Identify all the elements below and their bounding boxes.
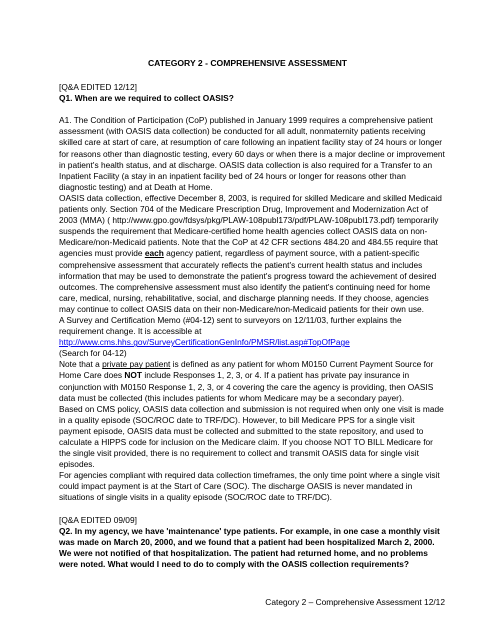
oasis-effective-rest: agency patient, regardless of payment source, with a patient-specific comprehensive assessment that accurately reflects the patient's current health status and includes information that may be used to demonstrate the patient's progress toward the achievement of desired outcomes. The comprehensive assessment must also identify the patient's continuing need for home care, medical, nursing, rehabilitative, social, and discharge planning needs. If they choose, agencies may continue to collect OASIS data on their non-Medicare/non-Medicaid patients for their own use. xyxy=(59,248,437,314)
compliance-paragraph: For agencies compliant with required data collection timeframes, the only time point where a single visit could impact payment is at the Start of Care (SOC). The discharge OASIS is never mandated in situations of single visits in a quality episode (SOC/ROC date to TRF/DC). xyxy=(59,470,440,503)
a1-paragraph: A1. The Condition of Participation (CoP) published in January 1999 requires a comprehensive patient assessment (with OASIS data collection) be conducted for all adult, nonmaternity patients receiving skilled care at start of care, at resumption of care following an inpatient facility stay of 24 hours or longer for reasons other than diagnostic testing, every 60 days or when there is a major decline or improvement in patient's health status, and at discharge. OASIS data collection is also required for a Transfer to an Inpatient Facility (a stay in an inpatient facility bed of 24 hours or longer for reasons other than diagnostic testing) and at Death at Home. xyxy=(59,115,445,192)
search-note: (Search for 04-12) xyxy=(59,348,127,359)
cms-policy-paragraph: Based on CMS policy, OASIS data collection and submission is not required when only one visit is made in a quality episode (SOC/ROC date to TRF/DC). However, to bill Medicare PPS for a single visit payment episode, OASIS data must be collected and submitted to the state repository, and used to calculate a HIPPS code for inclusion on the Medicare claim. If you choose NOT TO BILL Medicare for the single visit provided, there is no requirement to collect and transmit OASIS data for single visit episodes. xyxy=(59,403,444,470)
q2-edit-note: [Q&A EDITED 09/09] xyxy=(59,514,137,525)
private-pay-paragraph xyxy=(59,359,445,403)
survey-memo-link-line xyxy=(59,337,445,348)
spacer xyxy=(59,504,445,515)
emphasis-not: NOT xyxy=(124,370,143,381)
survey-memo-paragraph: A Survey and Certification Memo (#04-12) sent to surveyors on 12/11/03, further explains the requirement change. It is accessible at xyxy=(59,314,402,337)
page-footer: Category 2 – Comprehensive Assessment 12/12 xyxy=(265,597,445,607)
private-pay-term: private pay patient xyxy=(102,359,171,370)
document-body xyxy=(59,82,445,570)
oasis-effective-paragraph xyxy=(59,193,445,315)
page-title: CATEGORY 2 - COMPREHENSIVE ASSESSMENT xyxy=(147,58,348,68)
private-pay-text-c: include Responses 1, 2, 3, or 4. If a patient has private pay insurance in conjunction with M0150 Response 1, 2, 3, or 4 covering the care the agency is providing, then OASIS data must be collected (this includes patients for whom Medicare may be a secondary payer). xyxy=(59,370,434,403)
q1-question xyxy=(59,93,445,104)
cms-survey-link[interactable]: http://www.cms.hhs.gov/SurveyCertificationGenInfo/PMSR/list.asp#TopOfPage xyxy=(59,337,350,348)
q2-question-text: Q2. In my agency, we have 'maintenance' type patients. For example, in one case a monthly visit was made on March 20, 2000, and we found that a patient had been hospitalized March 2, 2000. We were not notified of that hospitalization. The patient had returned home, and no problems were noted. What would I need to do to comply with the OASIS collection requirements? xyxy=(59,525,440,570)
spacer xyxy=(59,104,445,115)
private-pay-text-a: Note that a xyxy=(59,359,100,370)
emphasis-each: each xyxy=(144,248,164,259)
private-pay-text-b: is defined as any patient for whom M0150 Current Payment Source for Home Care does xyxy=(59,359,434,381)
q1-question-text: Q1. When are we required to collect OASIS? xyxy=(59,93,234,104)
q2-question xyxy=(59,526,445,570)
oasis-effective-text: OASIS data collection, effective December 8, 2003, is required for skilled Medicare and skilled Medicaid patients only. Section 704 of the Medicare Prescription Drug, Improvement and Modernization Act of 2003 (MMA) ( http://www.gpo.gov/fdsys/pkg/PLAW-108publ173/pdf/PLAW-108publ173.pdf) temporarily suspends the requirement that Medicare-certified home health agencies collect OASIS data on non-Medicare/non-Medicaid patients. Note that the CoP at 42 CFR sections 484.20 and 484.55 require that agencies must provide xyxy=(59,192,442,259)
q1-edit-note: [Q&A EDITED 12/12] xyxy=(59,82,137,92)
